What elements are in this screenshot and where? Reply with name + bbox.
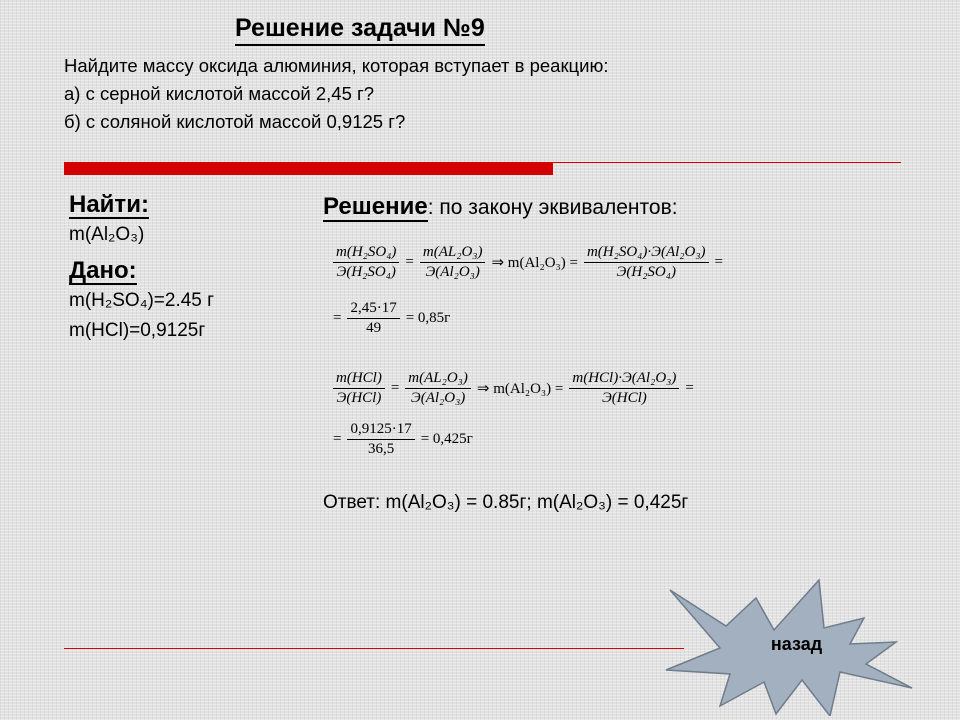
formula-b-implies: ⇒ m(Al₂O₃) =	[476, 381, 564, 397]
formula-b-result: = 0,425г	[420, 431, 473, 447]
solution-heading: Решение	[323, 193, 428, 220]
equals-sign: =	[405, 254, 414, 270]
formula-b-frac1-den: Э(HCl)	[336, 390, 382, 406]
task-line-3: б) с соляной кислотой массой 0,9125 г?	[64, 111, 406, 132]
formula-a-frac2-num: m(AL₂O₃)	[420, 244, 486, 263]
formula-b-line2	[330, 421, 476, 458]
formula-b-calc-den: 36,5	[367, 441, 395, 457]
equals-sign: =	[390, 380, 400, 396]
equals-sign: =	[333, 431, 342, 447]
formula-b-calc	[347, 421, 414, 458]
equals-sign: =	[714, 254, 724, 270]
formula-b-frac1-num: m(HCl)	[333, 370, 385, 389]
formula-a-calc-num: 2,45·17	[347, 300, 399, 319]
task-line-1: Найдите массу оксида алюминия, которая вступает в реакцию:	[64, 55, 609, 76]
formula-b-frac3-den: Э(HCl)	[601, 390, 647, 406]
task-line-2: а) с серной кислотой массой 2,45 г?	[64, 83, 375, 104]
formula-a-frac1-num: m(H₂SO₄)	[333, 244, 399, 263]
formula-b-frac3-num: m(HCl)·Э(Al₂O₃)	[569, 370, 679, 389]
formula-a-implies: ⇒ m(Al₂O₃) =	[491, 255, 578, 271]
formula-a-frac1	[333, 244, 399, 281]
formula-b-frac3	[569, 370, 679, 407]
formula-b-line1	[330, 370, 697, 407]
formula-a-frac2-den: Э(Al₂O₃)	[425, 264, 480, 280]
formula-a-calc-den: 49	[366, 320, 382, 336]
solution-subtitle: : по закону эквивалентов:	[427, 196, 678, 219]
find-value: m(Al₂O₃)	[69, 224, 145, 245]
formula-a-result: = 0,85г	[405, 310, 451, 326]
red-divider-bar	[64, 162, 553, 175]
equals-sign: =	[333, 310, 342, 326]
formula-a-frac2	[420, 244, 486, 281]
back-button-label: назад	[770, 634, 823, 654]
formula-a-calc	[347, 300, 399, 337]
red-divider-line	[553, 162, 901, 163]
given-heading: Дано:	[69, 257, 137, 284]
back-button[interactable]	[664, 578, 944, 716]
formula-b-frac1	[333, 370, 385, 407]
formula-b-frac2-den: Э(Al₂O₃)	[410, 390, 466, 406]
formula-a-line1	[330, 244, 726, 281]
solution-header	[323, 193, 678, 221]
given-value-h2so4: m(H₂SO₄)=2.45 г	[69, 290, 215, 311]
formula-a-frac3-num: m(H₂SO₄)·Э(Al₂O₃)	[584, 244, 709, 263]
formula-b-frac2-num: m(AL₂O₃)	[405, 370, 471, 389]
red-bottom-line	[64, 648, 684, 649]
formula-a-line2	[330, 300, 453, 337]
given-value-hcl: m(HCl)=0,9125г	[69, 320, 206, 341]
formula-b-frac2	[405, 370, 471, 407]
answer-text: Ответ: m(Al₂O₃) = 0.85г; m(Al₂O₃) = 0,425г	[323, 492, 689, 513]
find-heading: Найти:	[69, 191, 149, 218]
page-title: Решение задачи №9	[235, 14, 485, 46]
equals-sign: =	[685, 380, 694, 396]
formula-a-frac1-den: Э(H₂SO₄)	[336, 264, 396, 280]
formula-b-calc-num: 0,9125·17	[347, 421, 414, 440]
formula-a-frac3	[584, 244, 709, 281]
formula-a-frac3-den: Э(H₂SO₄)	[616, 264, 676, 280]
